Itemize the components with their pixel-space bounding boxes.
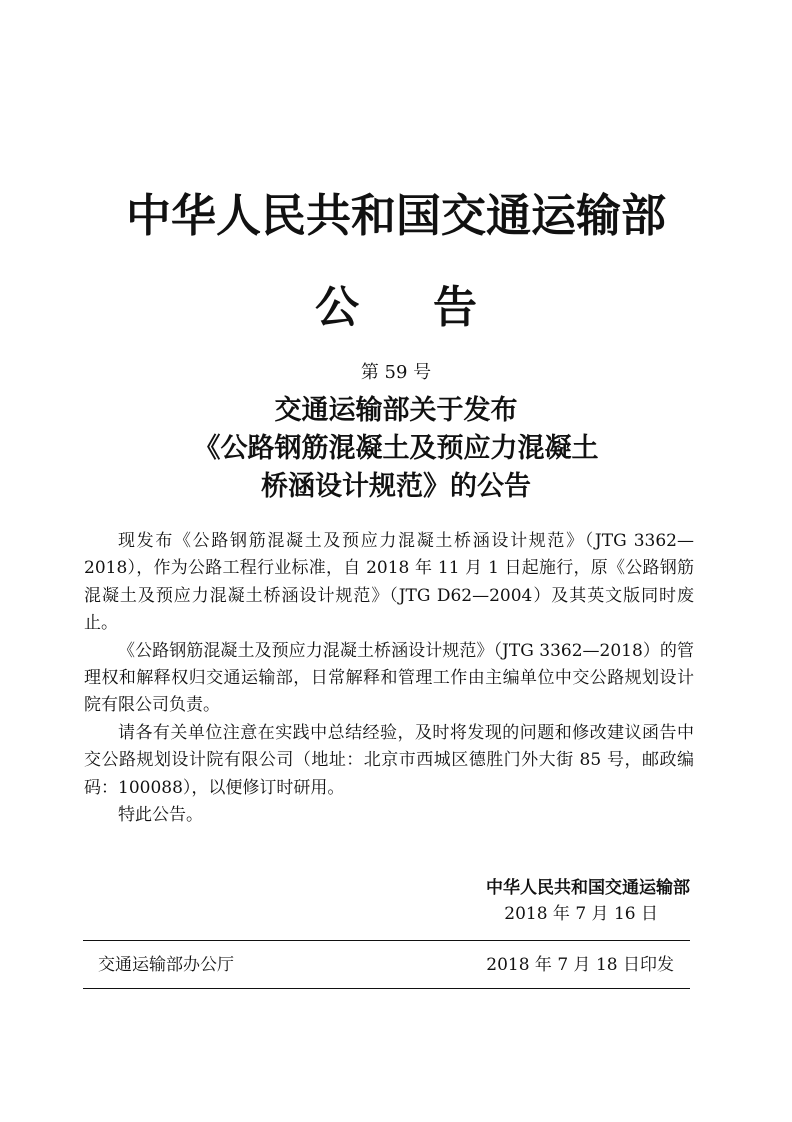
body-paragraph: 《公路钢筋混凝土及预应力混凝土桥涵设计规范》（JTG 3362—2018）的管理权和解释权归交通运输部，日常解释和管理工作由主编单位中交公路规划设计院有限公司负责。 [84,640,694,716]
footer-issuer: 交通运输部办公厅 [98,955,234,975]
subject-line-3: 桥涵设计规范》的公告 [261,471,531,502]
subject-line-2: 《公路钢筋混凝土及预应力混凝土 [193,433,599,464]
body-paragraph: 现发布《公路钢筋混凝土及预应力混凝土桥涵设计规范》（JTG 3362—2018），作为公路工程行业标准，自 2018 年 11 月 1 日起施行，原《公路钢筋混凝土及预应力混凝土桥涵设计规范》（JTG D62—2004）及其英文版同时废止。 [84,531,694,634]
notice-heading-right: 告 [433,282,477,333]
footer-divider-bottom [83,988,690,989]
issuing-organization-title: 中华人民共和国交通运输部 [125,189,666,242]
body-paragraph: 请各有关单位注意在实践中总结经验，及时将发现的问题和修改建议函告中交公路规划设计院有限公司（地址：北京市西城区德胜门外大街 85 号，邮政编码：100088），以便修订时研用。 [84,722,694,798]
notice-subject [0,392,792,506]
signature-date: 2018 年 7 月 16 日 [504,904,658,924]
notice-body [84,528,694,829]
signature-organization: 中华人民共和国交通运输部 [486,878,690,898]
subject-line-1: 交通运输部关于发布 [274,395,518,426]
notice-heading [0,280,792,336]
footer-print-date: 2018 年 7 月 18 日印发 [486,955,674,975]
document-number: 第 59 号 [360,362,432,383]
body-paragraph: 特此公告。 [118,805,203,826]
notice-heading-left: 公 [315,282,359,333]
footer-divider-top [83,940,690,941]
